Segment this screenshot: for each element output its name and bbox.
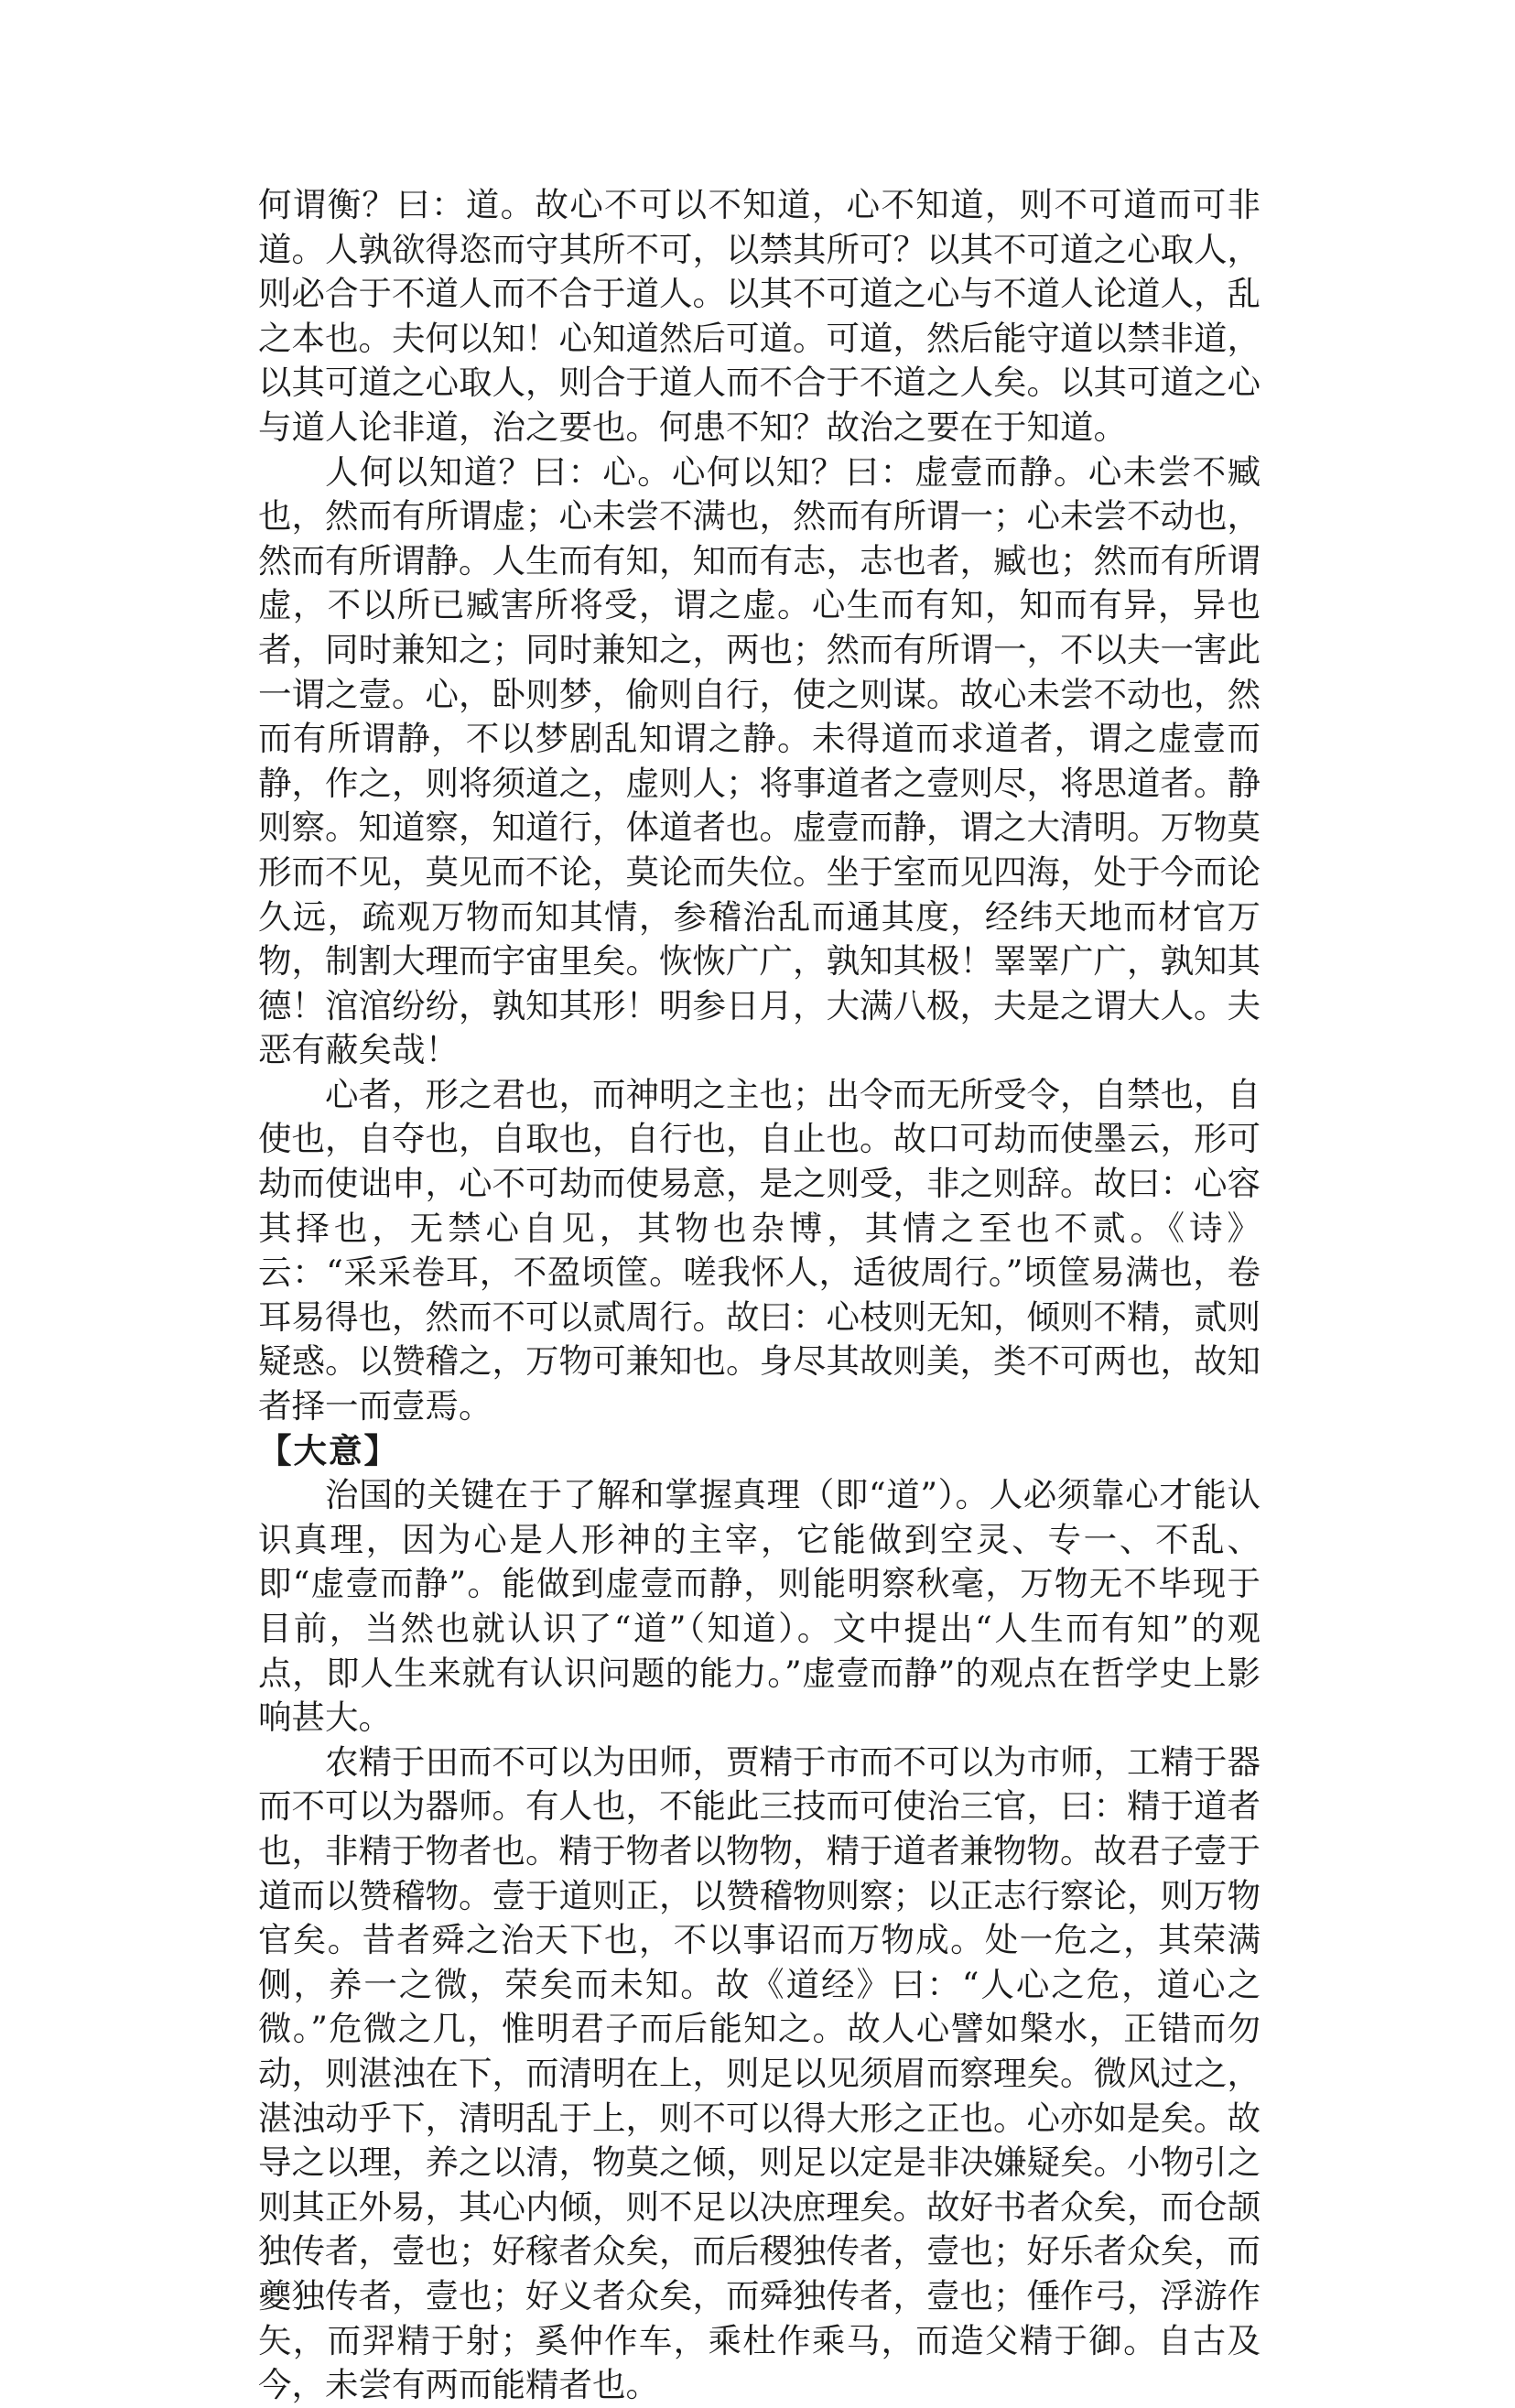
paragraph-xin-zhe: 心者，形之君也，而神明之主也；出令而无所受令，自禁也，自使也，自夺也，自取也，自行也，自止也。故口可劫而使墨云，形可劫而使诎申，心不可劫而使易意，是之则受，非之则辞。故曰：心容其择也，无禁心自见，其物也杂博，其情之至也不贰。《诗》云：“采采卷耳，不盈顷筐。嗟我怀人，适彼周行。”顷筐易满也，卷耳易得也，然而不可以贰周行。故曰：心枝则无知，倾则不精，贰则疑惑。以赞稽之，万物可兼知也。身尽其故则美，类不可两也，故知者择一而壹焉。 (258, 1074, 1261, 1426)
paragraph-zhi-dao: 人何以知道？曰：心。心何以知？曰：虚壹而静。心未尝不臧也，然而有所谓虚；心未尝不满也，然而有所谓一；心未尝不动也，然而有所谓静。人生而有知，知而有志，志也者，臧也；然而有所谓虚，不以所已臧害所将受，谓之虚。心生而有知，知而有异，异也者，同时兼知之；同时兼知之，两也；然而有所谓一，不以夫一害此一谓之壹。心，卧则梦，偷则自行，使之则谋。故心未尝不动也，然而有所谓静，不以梦剧乱知谓之静。未得道而求道者，谓之虚壹而静，作之，则将须道之，虚则人；将事道者之壹则尽，将思道者。静则察。知道察，知道行，体道者也。虚壹而静，谓之大清明。万物莫形而不见，莫见而不论，莫论而失位。坐于室而见四海，处于今而论久远，疏观万物而知其情，参稽治乱而通其度，经纬天地而材官万物，制割大理而宇宙里矣。恢恢广广，孰知其极！睪睪广广，孰知其德！涫涫纷纷，孰知其形！明参日月，大满八极，夫是之谓大人。夫恶有蔽矣哉！ (258, 451, 1261, 1070)
section-heading-da-yi: 【大意】 (258, 1430, 399, 1470)
paragraph-nong-jing: 农精于田而不可以为田师，贾精于市而不可以为市师，工精于器而不可以为器师。有人也，不能此三技而可使治三官，曰：精于道者也，非精于物者也。精于物者以物物，精于道者兼物物。故君子壹于道而以赞稽物。壹于道则正，以赞稽物则察；以正志行察论，则万物官矣。昔者舜之治天下也，不以事诏而万物成。处一危之，其荣满侧，养一之微，荣矣而未知。故《道经》曰：“人心之危，道心之微。”危微之几，惟明君子而后能知之。故人心譬如槃水，正错而勿动，则湛浊在下，而清明在上，则足以见须眉而察理矣。微风过之，湛浊动乎下，清明乱于上，则不可以得大形之正也。心亦如是矣。故导之以理，养之以清，物莫之倾，则足以定是非决嫌疑矣。小物引之则其正外易，其心内倾，则不足以决庶理矣。故好书者众矣，而仓颉独传者，壹也；好稼者众矣，而后稷独传者，壹也；好乐者众矣，而夔独传者，壹也；好义者众矣，而舜独传者，壹也；倕作弓，浮游作矢，而羿精于射；奚仲作车，乘杜作乘马，而造父精于御。自古及今，未尝有两而能精者也。 (258, 1741, 1261, 2405)
document-body (258, 183, 1261, 2408)
paragraph-heng: 何谓衡？曰：道。故心不可以不知道，心不知道，则不可道而可非道。人孰欲得恣而守其所不可，以禁其所可？以其不可道之心取人，则必合于不道人而不合于道人。以其不可道之心与不道人论道人，乱之本也。夫何以知！心知道然后可道。可道，然后能守道以禁非道，以其可道之心取人，则合于道人而不合于不道之人矣。以其可道之心与道人论非道，治之要也。何患不知？故治之要在于知道。 (258, 185, 1261, 447)
paragraph-summary: 治国的关键在于了解和掌握真理（即“道”）。人必须靠心才能认识真理，因为心是人形神的主宰，它能做到空灵、专一、不乱、即“虚壹而静”。能做到虚壹而静，则能明察秋毫，万物无不毕现于目前，当然也就认识了“道”（知道）。文中提出“人生而有知”的观点，即人生来就有认识问题的能力。”虚壹而静”的观点在哲学史上影响甚大。 (258, 1475, 1261, 1738)
